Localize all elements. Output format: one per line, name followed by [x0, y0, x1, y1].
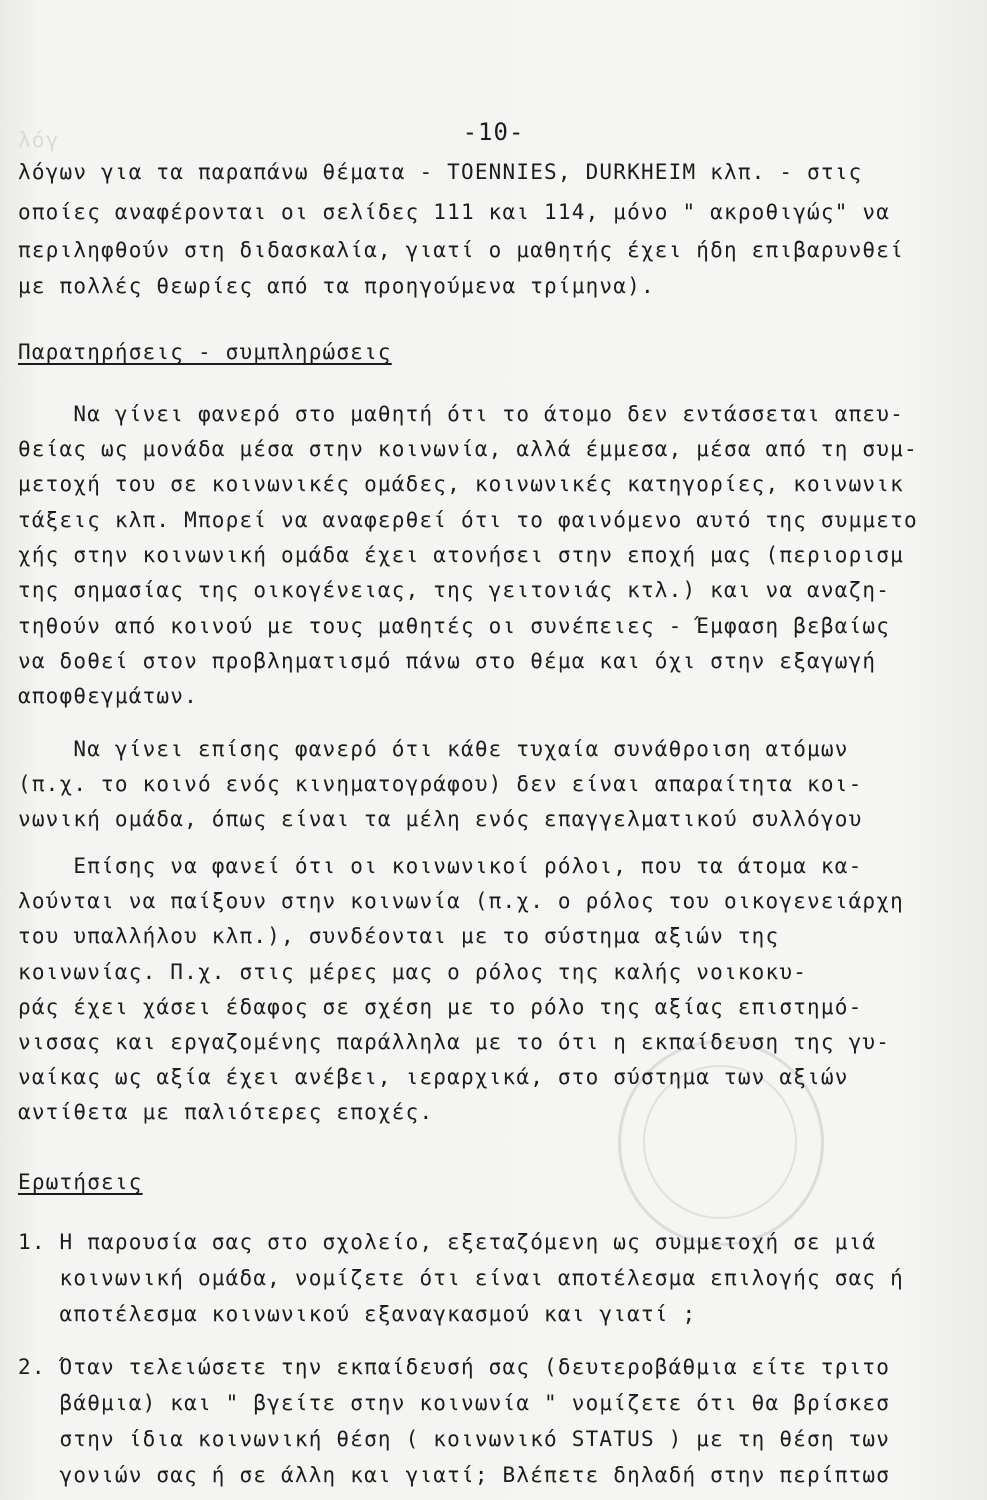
remark-line: της σημασίας της οικογένειας, της γειτονιάς κτλ.) και να αναζη- — [18, 578, 891, 602]
remark-line: (π.χ. το κοινό ενός κινηματογράφου) δεν είναι απαραίτητα κοι- — [18, 772, 863, 796]
remark-line: τάξεις κλπ. Μπορεί να αναφερθεί ότι το φαινόμενο αυτό της συμμετο — [18, 508, 918, 532]
remark-line: νωνική ομάδα, όπως είναι τα μέλη ενός επαγγελματικού συλλόγου — [18, 807, 863, 831]
page-number: -10- — [462, 118, 525, 146]
remark-line: ναίκας ως αξία έχει ανέβει, ιεραρχικά, στο σύστημα των αξιών — [18, 1065, 849, 1089]
remark-line: Επίσης να φανεί ότι οι κοινωνικοί ρόλοι, που τα άτομα κα- — [18, 854, 863, 878]
remark-line: του υπαλλήλου κλπ.), συνδέονται με το σύστημα αξιών της — [18, 924, 780, 948]
remark-line: να δοθεί στον προβληματισμό πάνω στο θέμα και όχι στην εξαγωγή — [18, 649, 877, 673]
remark-line: λούνται να παίξουν στην κοινωνία (π.χ. ο ρόλος του οικογενειάρχη — [18, 889, 904, 913]
remark-line: Να γίνει φανερό στο μαθητή ότι το άτομο δεν εντάσσεται απευ- — [18, 402, 904, 426]
remark-line: αντίθετα με παλιότερες εποχές. — [18, 1100, 434, 1124]
remark-line: ράς έχει χάσει έδαφος σε σχέση με το ρόλο της αξίας επιστημό- — [18, 995, 863, 1019]
remark-line: μετοχή του σε κοινωνικές ομάδες, κοινωνικές κατηγορίες, κοινωνικ — [18, 472, 904, 496]
text-line: οποίες αναφέρονται οι σελίδες 111 και 114, μόνο " ακροθιγώς" να — [18, 200, 891, 224]
question-line: στην ίδια κοινωνική θέση ( κοινωνικό STATUS ) με τη θέση των — [18, 1427, 891, 1451]
question-line: 2. Όταν τελειώσετε την εκπαίδευσή σας (δευτεροβάθμια είτε τριτο — [18, 1355, 891, 1379]
question-line: αποτέλεσμα κοινωνικού εξαναγκασμού και γιατί ; — [18, 1302, 697, 1326]
bleed-through-text: λόγ — [18, 128, 60, 152]
text-line: λόγων για τα παραπάνω θέματα - TOENNIES, DURKHEIM κλπ. - στις — [18, 160, 863, 184]
remark-line: θείας ως μονάδα μέσα στην κοινωνία, αλλά έμμεσα, μέσα από τη συμ- — [18, 437, 918, 461]
remark-line: αποφθεγμάτων. — [18, 684, 198, 708]
remark-line: νισσας και εργαζομένης παράλληλα με το ότι η εκπαίδευση της γυ- — [18, 1030, 891, 1054]
heading-remarks: Παρατηρήσεις - συμπληρώσεις — [18, 340, 392, 364]
remark-line: Να γίνει επίσης φανερό ότι κάθε τυχαία συνάθροιση ατόμων — [18, 737, 849, 761]
remark-line: χής στην κοινωνική ομάδα έχει ατονήσει στην εποχή μας (περιορισμ — [18, 543, 904, 567]
question-line: βάθμια) και " βγείτε στην κοινωνία " νομίζετε ότι θα βρίσκεσ — [18, 1391, 891, 1415]
remark-line: κοινωνίας. Π.χ. στις μέρες μας ο ρόλος της καλής νοικοκυ- — [18, 960, 808, 984]
heading-questions: Ερωτήσεις — [18, 1170, 143, 1194]
text-line: με πολλές θεωρίες από τα προηγούμενα τρίμηνα). — [18, 274, 655, 298]
question-line: γονιών σας ή σε άλλη και γιατί; Βλέπετε δηλαδή στην περίπτωσ — [18, 1463, 891, 1487]
text-line: περιληφθούν στη διδασκαλία, γιατί ο μαθητής έχει ήδη επιβαρυνθεί — [18, 238, 904, 262]
question-line: κοινωνική ομάδα, νομίζετε ότι είναι αποτέλεσμα επιλογής σας ή — [18, 1266, 904, 1290]
remark-line: τηθούν από κοινού με τους μαθητές οι συνέπειες - Έμφαση βεβαίως — [18, 614, 891, 638]
question-line: 1. Η παρουσία σας στο σχολείο, εξεταζόμενη ως συμμετοχή σε μιά — [18, 1230, 877, 1254]
